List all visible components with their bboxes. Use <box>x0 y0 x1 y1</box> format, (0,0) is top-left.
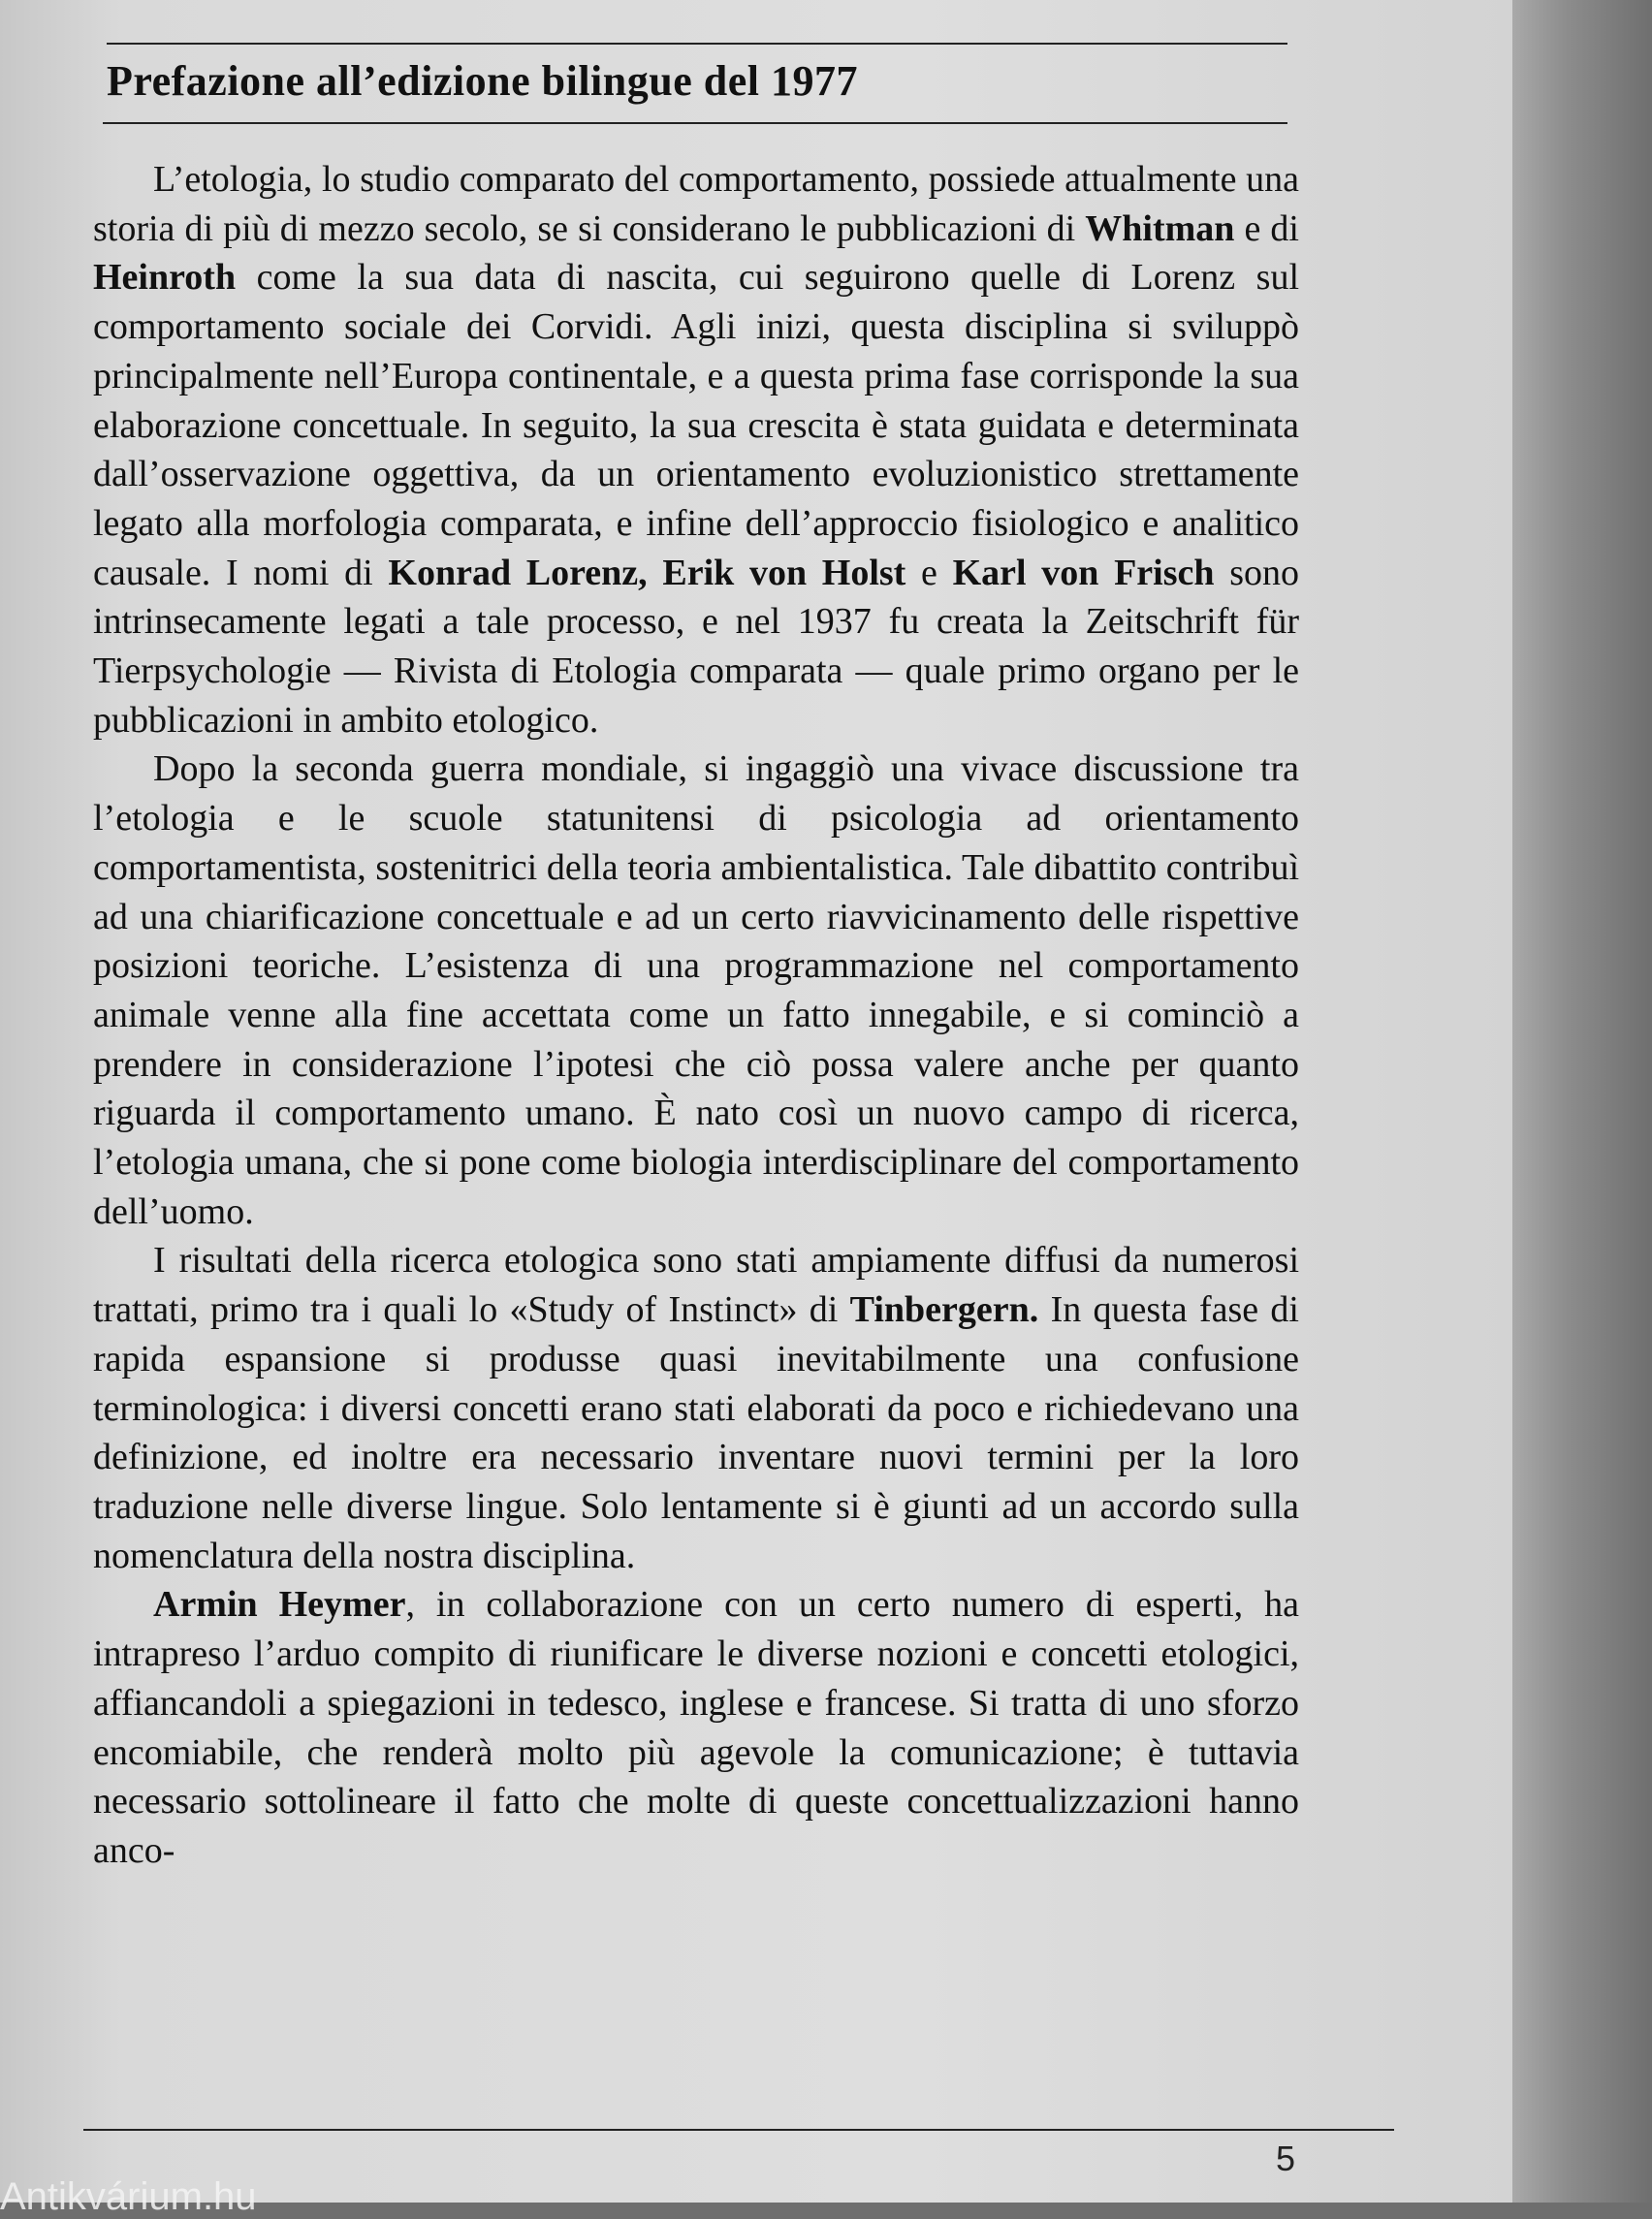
bold-name: Karl von Frisch <box>952 552 1215 593</box>
body-text <box>93 155 1299 1876</box>
page-number: 5 <box>1276 2139 1296 2178</box>
paragraph-1 <box>93 155 1299 745</box>
text-segment: Dopo la seconda guerra mondiale, si ingaggiò una vivace discussione tra l’etologia e le scuole statunitensi di psicologia ad orientamento comportamentista, sostenitrici della teoria ambientalistica. Tale dibattito contribuì ad una chiarificazione concettuale e ad un certo riavvicinamento delle rispettive posizioni teoriche. L’esistenza di una programmazione nel comportamento animale venne alla fine accettata come un fatto innegabile, e si cominciò a prendere in considerazione l’ipotesi che ciò possa valere anche per quanto riguarda il comportamento umano. È nato così un nuovo campo di ricerca, l’etologia umana, che si pone come biologia interdisciplinare del comportamento dell’uomo. <box>93 748 1299 1232</box>
paragraph-3 <box>93 1236 1299 1580</box>
watermark: Antikvárium.hu <box>0 2175 257 2218</box>
title-underline <box>103 122 1287 124</box>
footer-rule <box>83 2129 1394 2131</box>
text-segment: , in collaborazione con un certo numero di esperti, ha intrapreso l’arduo compito di riunificare le diverse nozioni e concetti etologici, affiancandoli a spiegazioni in tedesco, inglese e francese. Si tratta di uno sforzo encomiabile, che renderà molto più agevole la comunicazione; è tuttavia necessario sottolineare il fatto che molte di queste concettualizzazioni hanno anco- <box>93 1584 1299 1871</box>
bold-name: Whitman <box>1085 207 1235 249</box>
bold-name: Tinbergern. <box>849 1289 1039 1331</box>
bold-name: Armin Heymer <box>153 1584 406 1626</box>
paragraph-4 <box>93 1580 1299 1875</box>
top-rule <box>107 43 1287 45</box>
page-title: Prefazione all’edizione bilingue del 1977 <box>107 57 858 105</box>
text-segment: e <box>905 552 953 593</box>
bold-name: Heinroth <box>93 257 237 299</box>
text-segment: In questa fase di rapida espansione si produsse quasi inevitabilmente una confusione terminologica: i diversi concetti erano stati elaborati da poco e richiedevano una definizione, ed inoltre era necessario inventare nuovi termini per la loro traduzione nelle diverse lingue. Solo lentamente si è giunti ad un accordo sulla nomenclatura della nostra disciplina. <box>93 1289 1299 1576</box>
bold-name: Konrad Lorenz, Erik von Holst <box>388 552 906 593</box>
text-segment: sono intrinsecamente legati a tale processo, e nel 1937 fu creata la Zeitschrift für Tierpsychologie — Rivista di Etologia comparata — quale primo organo per le pubblicazioni in ambito etologico. <box>93 552 1299 741</box>
book-spine-shadow <box>1512 0 1652 2203</box>
text-segment: I risultati della ricerca etologica sono stati ampiamente diffusi da numerosi trattati, primo tra i quali lo «Study of Instinct» di <box>93 1240 1299 1331</box>
text-segment: L’etologia, lo studio comparato del comportamento, possiede attualmente una storia di più di mezzo secolo, se si considerano le pubblicazioni di <box>93 159 1299 249</box>
paragraph-2 <box>93 745 1299 1236</box>
text-segment: e di <box>1234 207 1299 249</box>
text-segment: come la sua data di nascita, cui seguirono quelle di Lorenz sul comportamento sociale dei Corvidi. Agli inizi, questa disciplina si sviluppò principalmente nell’Europa continentale, e a questa prima fase corrisponde la sua elaborazione concettuale. In seguito, la sua crescita è stata guidata e determinata dall’osservazione oggettiva, da un orientamento evoluzionistico strettamente legato alla morfologia comparata, e infine dell’approccio fisiologico e analitico causale. I nomi di <box>93 257 1299 593</box>
